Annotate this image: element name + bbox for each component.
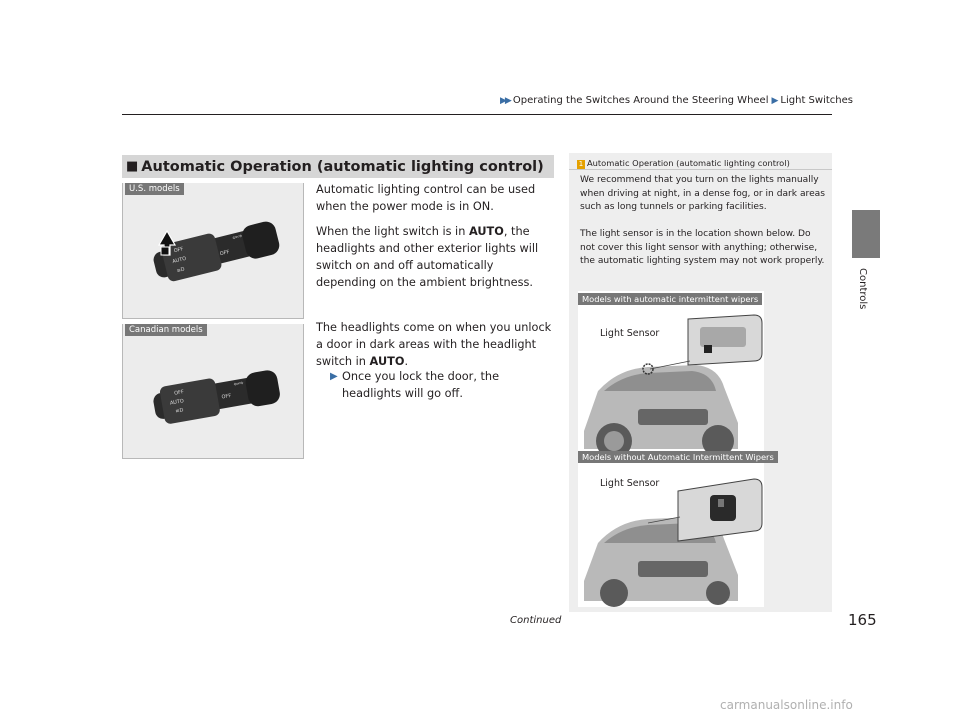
note-sensor-location: The light sensor is in the location shown below. Do not cover this light sensor with anything; otherwise, the automatic lighting system may not work properly. <box>580 229 825 266</box>
paragraph-power-mode: Automatic lighting control can be used when the power mode is in ON. <box>316 183 536 213</box>
text-fragment: The headlights come on when you unlock a door in dark areas with the headlight switch in <box>316 321 552 368</box>
svg-text:OFF: OFF <box>173 246 185 255</box>
continued-label: Continued <box>510 615 562 626</box>
square-bullet-icon: ■ <box>126 159 139 174</box>
auto-keyword: AUTO <box>468 225 504 238</box>
light-sensor-label-1: Light Sensor <box>600 328 660 339</box>
breadcrumb <box>500 95 853 106</box>
svg-text:≡D: ≡D <box>174 407 184 415</box>
light-switch-stalk-canadian-illustration <box>123 324 305 459</box>
section-title: Automatic Operation (automatic lighting control) <box>141 158 544 175</box>
note-number-badge: 1 <box>578 160 584 168</box>
svg-text:OFF: OFF <box>219 249 231 258</box>
watermark: carmanualsonline.info <box>720 698 853 712</box>
figure-us-stalk <box>122 183 304 319</box>
svg-text:AUTO: AUTO <box>169 398 185 407</box>
paragraph-unlock <box>316 319 556 370</box>
svg-text:OFF: OFF <box>173 389 185 397</box>
figure-canadian-stalk <box>122 324 304 459</box>
svg-text:≡D: ≡D <box>176 266 186 275</box>
chapter-tab-label: Controls <box>857 268 868 310</box>
light-switch-stalk-us-illustration <box>123 183 305 319</box>
bullet-lock-door <box>330 368 552 402</box>
text-fragment: . <box>404 355 409 368</box>
breadcrumb-item-switches[interactable]: Operating the Switches Around the Steering Wheel <box>512 95 769 106</box>
note-rule <box>569 169 832 170</box>
note-heading <box>577 158 790 169</box>
svg-text:OFF: OFF <box>221 392 232 401</box>
svg-text:⇦⇨: ⇦⇨ <box>231 232 244 242</box>
svg-text:⇦⇨: ⇦⇨ <box>233 379 245 389</box>
page-number: 165 <box>848 611 877 629</box>
text-fragment: When the light switch is in <box>316 225 469 238</box>
header-rule <box>122 114 832 115</box>
bullet-text: Once you lock the door, the headlights will go off. <box>342 370 500 400</box>
triangle-bullet-icon: ▶ <box>330 371 338 382</box>
text-fragment: , the headlights and other exterior lights will switch on and off automatically depending on the ambient brightness. <box>316 225 539 289</box>
auto-keyword: AUTO <box>369 355 405 368</box>
note-recommendation: We recommend that you turn on the lights manually when driving at night, in a dense fog, or in dark areas such as long tunnels or parking facilities. <box>580 175 825 212</box>
section-heading <box>122 155 554 178</box>
svg-text:AUTO: AUTO <box>171 255 187 266</box>
arrow-icon: ▶ <box>771 96 778 106</box>
figure-tag-us: U.S. models <box>125 183 184 195</box>
tag-without-auto-wipers: Models without Automatic Intermittent Wipers <box>578 451 778 463</box>
note-heading-text: Automatic Operation (automatic lighting control) <box>587 158 790 168</box>
paragraph-auto-switch <box>316 223 556 291</box>
breadcrumb-item-light-switches[interactable]: Light Switches <box>780 95 853 106</box>
tag-with-auto-wipers: Models with automatic intermittent wipers <box>578 293 762 305</box>
chapter-tab[interactable] <box>852 210 880 258</box>
double-arrow-icon: ▶▶ <box>500 96 510 106</box>
figure-tag-canadian: Canadian models <box>125 324 207 336</box>
light-sensor-label-2: Light Sensor <box>600 478 660 489</box>
